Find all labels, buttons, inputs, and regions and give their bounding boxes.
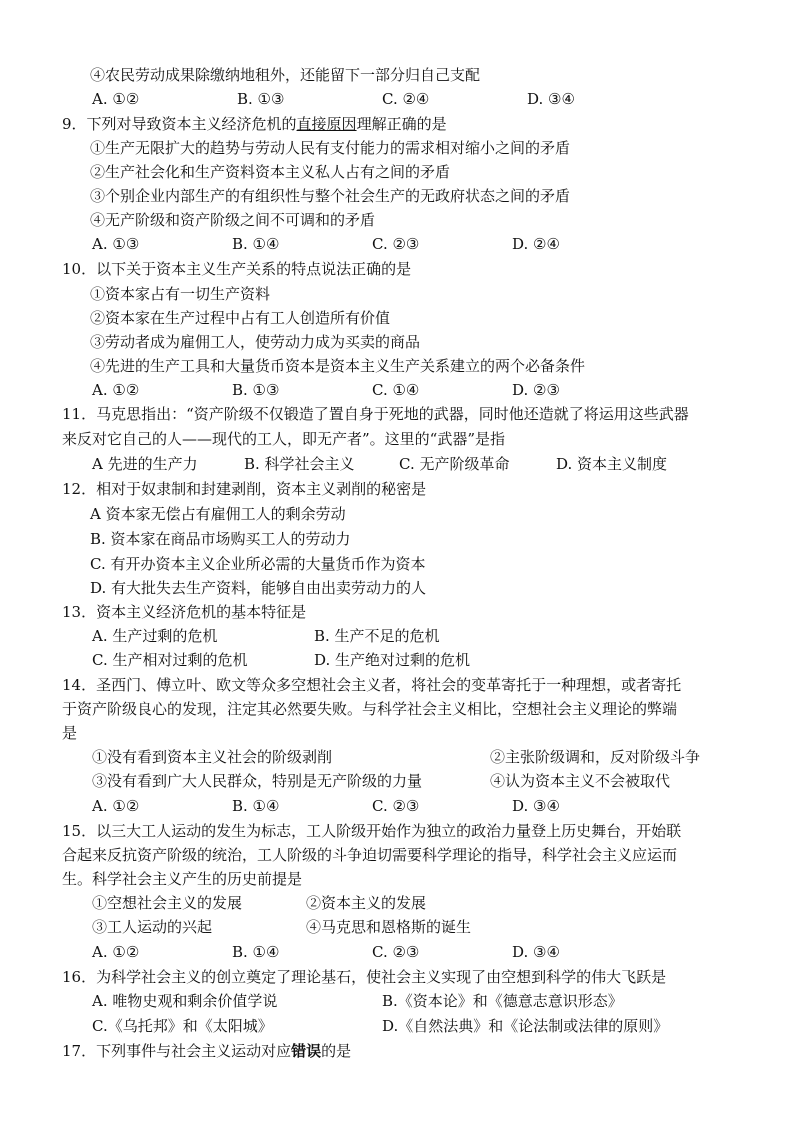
- q11-option-c: C. 无产阶级革命: [399, 455, 510, 473]
- q16-option-a: A. 唯物史观和剩余价值学说: [92, 992, 278, 1010]
- q9-statement-4: ④无产阶级和资产阶级之间不可调和的矛盾: [90, 211, 376, 229]
- q15-title-line-1: 15．以三大工人运动的发生为标志，工人阶级开始作为独立的政治力量登上历史舞台，开始联: [62, 822, 682, 840]
- q15-statement-2: ②资本主义的发展: [306, 894, 427, 912]
- q9-statement-2: ②生产社会化和生产资料资本主义私人占有之间的矛盾: [90, 163, 451, 181]
- q14-title-line-1: 14．圣西门、傅立叶、欧文等众多空想社会主义者，将社会的变革寄托于一种理想，或者寄托: [62, 676, 682, 694]
- q8-statement-4: ④农民劳动成果除缴纳地租外，还能留下一部分归自己支配: [90, 66, 481, 84]
- q13-option-b: B. 生产不足的危机: [314, 627, 440, 645]
- q11-option-b: B. 科学社会主义: [244, 455, 355, 473]
- q14-option-b: B. ①④: [232, 797, 280, 815]
- q15-option-c: C. ②③: [372, 943, 420, 961]
- q11-title-line-1: 11．马克思指出：“资产阶级不仅锻造了置自身于死地的武器，同时他还造就了将运用这些武器: [62, 405, 689, 423]
- q16-title: 16．为科学社会主义的创立奠定了理论基石，使社会主义实现了由空想到科学的伟大飞跃是: [62, 968, 667, 986]
- q16-option-d: D.《自然法典》和《论法制或法律的原则》: [382, 1017, 669, 1035]
- q15-statement-1: ①空想社会主义的发展: [92, 894, 243, 912]
- q11-option-a: A 先进的生产力: [92, 455, 198, 473]
- q9-option-b: B. ①④: [232, 235, 280, 253]
- q9-title-prefix: 9．下列对导致资本主义经济危机的: [62, 115, 297, 133]
- q16-option-c: C.《乌托邦》和《太阳城》: [92, 1017, 273, 1035]
- q10-option-b: B. ①③: [232, 381, 280, 399]
- q9-title: [62, 113, 447, 135]
- q15-title-line-2: 合起来反抗资产阶级的统治，工人阶级的斗争迫切需要科学理论的指导，科学社会主义应运而: [62, 846, 678, 864]
- q13-options-row-2: [92, 649, 732, 671]
- q14-option-c: C. ②③: [372, 797, 420, 815]
- q17-title: [62, 1040, 351, 1062]
- q14-option-a: A. ①②: [92, 797, 140, 815]
- q17-title-bold: 错误: [291, 1042, 322, 1060]
- q10-statement-2: ②资本家在生产过程中占有工人创造所有价值: [90, 309, 391, 327]
- q16-options-row-2: [92, 1015, 732, 1037]
- q17-title-suffix: 的是: [321, 1042, 352, 1060]
- q15-statement-3: ③工人运动的兴起: [92, 918, 213, 936]
- q12-title: 12．相对于奴隶制和封建剥削，资本主义剥削的秘密是: [62, 480, 427, 498]
- q10-title: 10．以下关于资本主义生产关系的特点说法正确的是: [62, 260, 412, 278]
- q13-options-row-1: [92, 625, 732, 647]
- q10-statement-3: ③劳动者成为雇佣工人，使劳动力成为买卖的商品: [90, 333, 421, 351]
- q17-title-prefix: 17．下列事件与社会主义运动对应: [62, 1042, 292, 1060]
- q13-title: 13．资本主义经济危机的基本特征是: [62, 603, 307, 621]
- q14-statements-row-1: [92, 746, 732, 768]
- q15-option-a: A. ①②: [92, 943, 140, 961]
- q14-statement-2: ②主张阶级调和，反对阶级斗争: [490, 748, 701, 766]
- q15-title-line-3: 生。科学社会主义产生的历史前提是: [62, 870, 303, 888]
- q10-option-c: C. ①④: [372, 381, 420, 399]
- q11-option-d: D. 资本主义制度: [556, 455, 668, 473]
- q10-statement-4: ④先进的生产工具和大量货币资本是资本主义生产关系建立的两个必备条件: [90, 357, 586, 375]
- q16-options-row-1: [92, 990, 732, 1012]
- q9-option-d: D. ②④: [512, 235, 560, 253]
- q15-statements-row-1: [92, 892, 732, 914]
- q14-statement-4: ④认为资本主义不会被取代: [490, 772, 671, 790]
- q15-statements-row-2: [92, 916, 732, 938]
- q10-options: [92, 379, 732, 401]
- q8-options: [92, 88, 732, 110]
- q16-option-b: B.《资本论》和《德意志意识形态》: [382, 992, 623, 1010]
- q9-statement-1: ①生产无限扩大的趋势与劳动人民有支付能力的需求相对缩小之间的矛盾: [90, 139, 571, 157]
- q15-statement-4: ④马克思和恩格斯的诞生: [306, 918, 472, 936]
- q9-title-underline: 直接原因: [296, 115, 357, 133]
- q10-option-d: D. ②③: [512, 381, 560, 399]
- q8-option-b: B. ①③: [237, 90, 285, 108]
- q11-title-line-2: 来反对它自己的人——现代的工人，即无产者”。这里的“武器”是指: [62, 430, 506, 448]
- q14-statement-1: ①没有看到资本主义社会的阶级剥削: [92, 748, 333, 766]
- q13-option-a: A. 生产过剩的危机: [92, 627, 218, 645]
- q12-option-c: C. 有开办资本主义企业所必需的大量货币作为资本: [90, 555, 426, 573]
- q9-title-suffix: 理解正确的是: [356, 115, 447, 133]
- q8-option-c: C. ②④: [382, 90, 430, 108]
- q15-option-b: B. ①④: [232, 943, 280, 961]
- q12-option-a: A 资本家无偿占有雇佣工人的剩余劳动: [90, 505, 346, 523]
- q9-option-c: C. ②③: [372, 235, 420, 253]
- q14-statement-3: ③没有看到广大人民群众，特别是无产阶级的力量: [92, 772, 423, 790]
- q14-statements-row-2: [92, 770, 732, 792]
- q9-statement-3: ③个别企业内部生产的有组织性与整个社会生产的无政府状态之间的矛盾: [90, 187, 571, 205]
- q12-option-b: B. 资本家在商品市场购买工人的劳动力: [90, 530, 351, 548]
- q9-options: [92, 233, 732, 255]
- q10-option-a: A. ①②: [92, 381, 140, 399]
- q14-options: [92, 795, 732, 817]
- q11-options: [92, 453, 732, 475]
- q14-option-d: D. ③④: [512, 797, 560, 815]
- q10-statement-1: ①资本家占有一切生产资料: [90, 285, 271, 303]
- q15-option-d: D. ③④: [512, 943, 560, 961]
- q8-option-a: A. ①②: [92, 90, 140, 108]
- q12-option-d: D. 有大批失去生产资料，能够自由出卖劳动力的人: [90, 579, 427, 597]
- q13-option-d: D. 生产绝对过剩的危机: [314, 651, 471, 669]
- q15-options: [92, 941, 732, 963]
- q9-option-a: A. ①③: [92, 235, 140, 253]
- q14-title-line-2: 于资产阶级良心的发现，注定其必然要失败。与科学社会主义相比，空想社会主义理论的弊端: [62, 700, 678, 718]
- q13-option-c: C. 生产相对过剩的危机: [92, 651, 248, 669]
- q14-title-line-3: 是: [62, 724, 78, 742]
- q8-option-d: D. ③④: [527, 90, 575, 108]
